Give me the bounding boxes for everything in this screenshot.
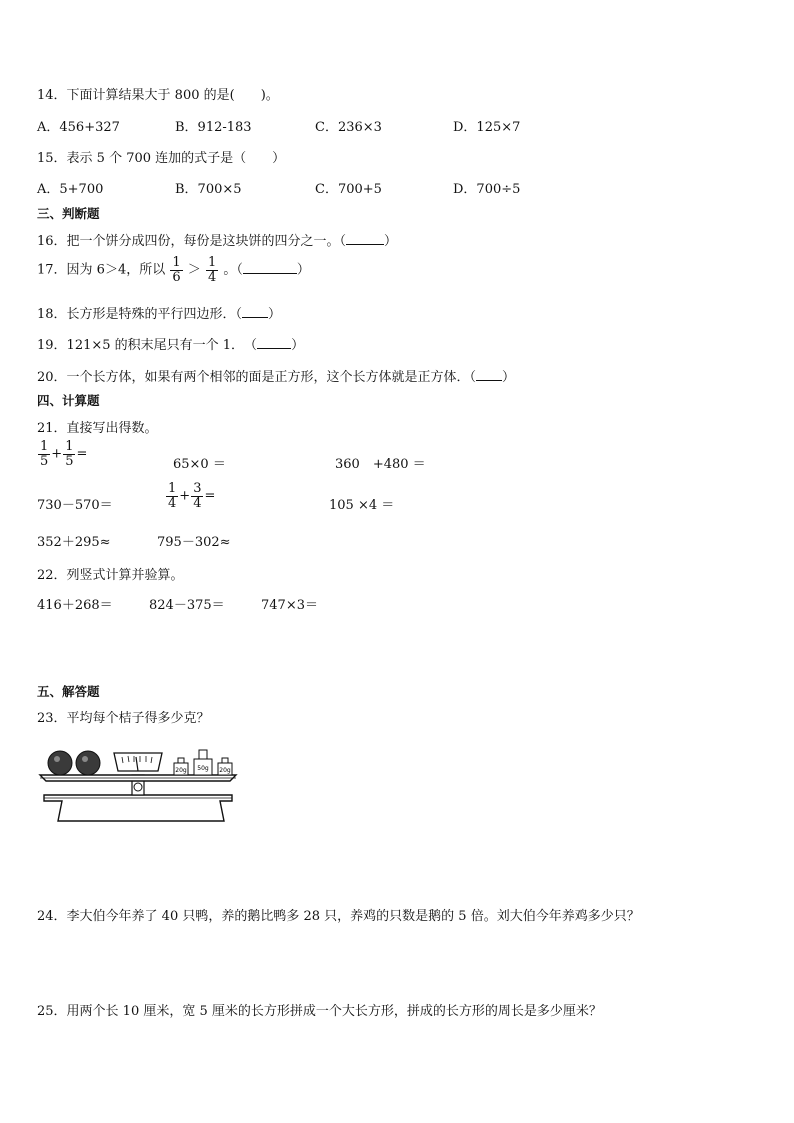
fraction-one-fifth: $\frac{1}{5}$	[40, 439, 49, 469]
plus-sign: +	[51, 446, 63, 462]
q14-option-d: D．125×7	[453, 120, 521, 135]
q18-text: 18．长方形是特殊的平行四边形．（	[37, 307, 243, 322]
q14-option-c: C．236×3	[315, 120, 382, 135]
orange-icon	[76, 751, 100, 775]
equals-sign: =	[76, 446, 88, 462]
q16-close: ）	[384, 234, 398, 249]
q20-text: 20．一个长方体，如果有两个相邻的面是正方形，这个长方体就是正方体．（	[37, 370, 477, 385]
answer-blank[interactable]	[242, 305, 268, 318]
weight-50g	[194, 750, 212, 775]
fraction-one-fourth: $\frac{1}{4}$	[168, 481, 177, 511]
q21-item-2: 65×0 ＝	[173, 457, 226, 472]
question-17	[37, 256, 310, 284]
q21-item-3: 360 +480 ＝	[335, 457, 426, 472]
equals-sign: =	[204, 488, 216, 504]
svg-text:20g: 20g	[219, 767, 231, 774]
q15-option-c: C．700+5	[315, 182, 382, 197]
balance-scale-illustration	[38, 745, 240, 825]
fraction-one-fourth: $\frac{1}{4}$	[207, 255, 217, 285]
q15-option-b: B．700×5	[175, 182, 242, 197]
section-5-heading: 五、解答题	[37, 684, 100, 699]
q20-close: ）	[502, 370, 516, 385]
q21-item-1	[37, 440, 87, 468]
question-14: 14．下面计算结果大于 800 的是( )。	[37, 88, 279, 103]
q17-prefix: 17．因为 6＞4，所以	[37, 262, 166, 278]
q14-option-a: A．456+327	[37, 120, 120, 135]
q22-item-2: 824－375＝	[149, 598, 225, 613]
fraction-three-fourths: $\frac{3}{4}$	[193, 481, 202, 511]
section-4-heading: 四、计算题	[37, 393, 100, 408]
fraction-one-sixth: $\frac{1}{6}$	[172, 255, 181, 285]
q21-item-6: 105 ×4 ＝	[329, 498, 395, 513]
question-20	[37, 366, 515, 385]
q15-option-d: D．700÷5	[453, 182, 521, 197]
answer-blank[interactable]	[476, 368, 502, 381]
question-18	[37, 303, 281, 322]
svg-text:50g: 50g	[197, 765, 209, 772]
q22-item-3: 747×3＝	[261, 598, 318, 613]
plus-sign: +	[179, 488, 191, 504]
question-22: 22．列竖式计算并验算。	[37, 568, 184, 583]
weight-20g-right	[218, 758, 232, 775]
q21-item-4: 730－570＝	[37, 498, 113, 513]
q21-item-5	[165, 482, 215, 510]
answer-blank[interactable]	[346, 232, 384, 245]
section-3-heading: 三、判断题	[37, 206, 100, 221]
q22-item-1: 416＋268＝	[37, 598, 113, 613]
q17-suffix: 。（	[223, 262, 243, 278]
q15-option-a: A．5+700	[37, 182, 104, 197]
question-21: 21．直接写出得数。	[37, 421, 158, 436]
scale-base	[44, 795, 232, 821]
q18-close: ）	[268, 307, 282, 322]
q21-item-8: 795－302≈	[157, 535, 231, 550]
question-23: 23．平均每个桔子得多少克？	[37, 711, 210, 726]
question-25: 25．用两个长 10 厘米，宽 5 厘米的长方形拼成一个大长方形，拼成的长方形的周长是多少厘米？	[37, 1004, 602, 1019]
svg-text:20g: 20g	[175, 767, 187, 774]
orange-icon	[48, 751, 72, 775]
q19-close: ）	[291, 338, 305, 353]
question-24: 24．李大伯今年养了 40 只鸭，养的鹅比鸭多 28 只，养鸡的只数是鹅的 5 倍。刘大伯今年养鸡多少只？	[37, 909, 640, 924]
answer-blank[interactable]	[257, 336, 291, 349]
q17-close: ）	[296, 262, 310, 278]
q14-option-b: B．912-183	[175, 120, 252, 135]
answer-blank[interactable]	[243, 261, 297, 274]
q19-text: 19．121×5 的积末尾只有一个 1． （	[37, 338, 258, 353]
greater-than-sign: ＞	[187, 262, 201, 278]
question-16	[37, 230, 397, 249]
fraction-one-fifth: $\frac{1}{5}$	[65, 439, 74, 469]
weight-20g-left	[174, 758, 188, 775]
question-15: 15．表示 5 个 700 连加的式子是（ ）	[37, 151, 286, 166]
question-19	[37, 334, 304, 353]
q16-text: 16．把一个饼分成四份，每份是这块饼的四分之一。（	[37, 234, 347, 249]
q21-item-7: 352＋295≈	[37, 535, 111, 550]
